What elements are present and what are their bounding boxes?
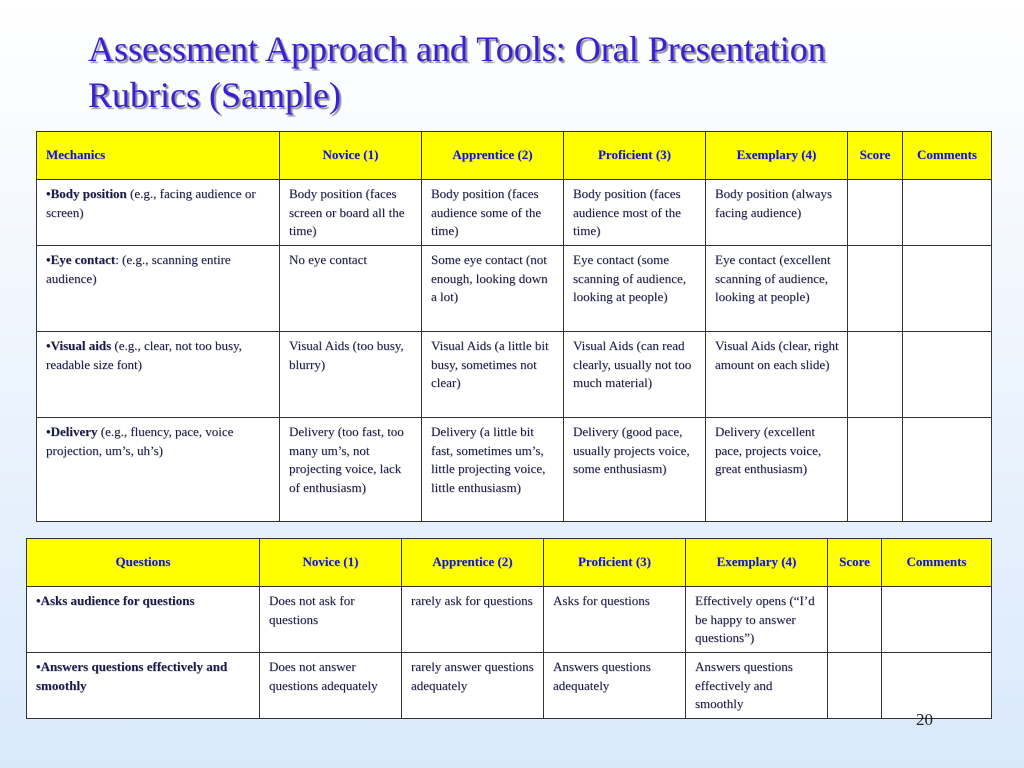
questions-rubric-table: [26, 538, 992, 719]
comments-cell[interactable]: [903, 246, 992, 332]
exemplary-cell: Delivery (excellent pace, projects voice, great enthusiasm): [706, 418, 848, 522]
score-cell[interactable]: [828, 653, 882, 719]
comments-cell[interactable]: [882, 587, 992, 653]
exemplary-cell: Effectively opens (“I’d be happy to answer questions”): [686, 587, 828, 653]
bullet-icon: •: [36, 593, 41, 608]
slide-title: [88, 26, 988, 118]
criterion-note: (e.g., facing audience or screen): [46, 186, 256, 220]
criterion-label: Body position: [50, 186, 127, 201]
proficient-cell: Asks for questions: [544, 587, 686, 653]
table-row: [27, 653, 992, 719]
exemplary-cell: Answers questions effectively and smoothly: [686, 653, 828, 719]
table-header-row: [27, 539, 992, 587]
apprentice-cell: Some eye contact (not enough, looking down a lot): [422, 246, 564, 332]
exemplary-cell: Eye contact (excellent scanning of audience, looking at people): [706, 246, 848, 332]
novice-cell: Visual Aids (too busy, blurry): [280, 332, 422, 418]
score-cell[interactable]: [848, 332, 903, 418]
apprentice-cell: Visual Aids (a little bit busy, sometimes not clear): [422, 332, 564, 418]
bullet-icon: •: [46, 186, 51, 201]
proficient-cell: Answers questions adequately: [544, 653, 686, 719]
header-proficient: Proficient (3): [544, 539, 686, 587]
proficient-cell: Delivery (good pace, usually projects voice, some enthusiasm): [564, 418, 706, 522]
exemplary-cell: Body position (always facing audience): [706, 180, 848, 246]
criterion-note: : (e.g., scanning entire audience): [46, 252, 231, 286]
criterion-cell: [37, 246, 280, 332]
header-novice: Novice (1): [260, 539, 402, 587]
score-cell[interactable]: [828, 587, 882, 653]
page-number: 20: [916, 710, 933, 729]
criterion-label: Eye contact: [50, 252, 116, 267]
header-score: Score: [828, 539, 882, 587]
table-row: [27, 587, 992, 653]
header-comments: Comments: [882, 539, 992, 587]
header-mechanics: Mechanics: [37, 132, 280, 180]
novice-cell: Does not ask for questions: [260, 587, 402, 653]
header-apprentice: Apprentice (2): [422, 132, 564, 180]
apprentice-cell: rarely ask for questions: [402, 587, 544, 653]
header-apprentice: Apprentice (2): [402, 539, 544, 587]
comments-cell[interactable]: [903, 180, 992, 246]
apprentice-cell: Body position (faces audience some of the time): [422, 180, 564, 246]
criterion-cell: [37, 180, 280, 246]
comments-cell[interactable]: [882, 653, 992, 719]
novice-cell: Body position (faces screen or board all the time): [280, 180, 422, 246]
criterion-note: (e.g., clear, not too busy, readable size font): [46, 338, 242, 372]
apprentice-cell: Delivery (a little bit fast, sometimes um’s, little projecting voice, little enthusiasm): [422, 418, 564, 522]
header-score: Score: [848, 132, 903, 180]
table-header-row: [37, 132, 992, 180]
header-questions: Questions: [27, 539, 260, 587]
table-row: [37, 418, 992, 522]
proficient-cell: Visual Aids (can read clearly, usually not too much material): [564, 332, 706, 418]
table-row: [37, 180, 992, 246]
criterion-cell: [37, 418, 280, 522]
header-proficient: Proficient (3): [564, 132, 706, 180]
score-cell[interactable]: [848, 180, 903, 246]
score-cell[interactable]: [848, 418, 903, 522]
bullet-icon: •: [46, 338, 51, 353]
score-cell[interactable]: [848, 246, 903, 332]
criterion-cell: [37, 332, 280, 418]
proficient-cell: Eye contact (some scanning of audience, looking at people): [564, 246, 706, 332]
exemplary-cell: Visual Aids (clear, right amount on each slide): [706, 332, 848, 418]
comments-cell[interactable]: [903, 418, 992, 522]
comments-cell[interactable]: [903, 332, 992, 418]
bullet-icon: •: [46, 252, 51, 267]
criterion-label: Visual aids: [50, 338, 112, 353]
apprentice-cell: rarely answer questions adequately: [402, 653, 544, 719]
criterion-label: Delivery: [50, 424, 98, 439]
novice-cell: No eye contact: [280, 246, 422, 332]
header-novice: Novice (1): [280, 132, 422, 180]
header-exemplary: Exemplary (4): [686, 539, 828, 587]
criterion-label: Answers questions effectively and smoothly: [36, 659, 228, 693]
bullet-icon: •: [46, 424, 51, 439]
table-row: [37, 246, 992, 332]
slide-title-line-1: Assessment Approach and Tools: Oral Presentation: [88, 29, 826, 69]
novice-cell: Delivery (too fast, too many um’s, not projecting voice, lack of enthusiasm): [280, 418, 422, 522]
criterion-label: Asks audience for questions: [40, 593, 195, 608]
slide-title-line-2: Rubrics (Sample): [88, 75, 341, 115]
criterion-note: (e.g., fluency, pace, voice projection, um’s, uh’s): [46, 424, 234, 458]
proficient-cell: Body position (faces audience most of the time): [564, 180, 706, 246]
mechanics-rubric-table: [36, 131, 992, 522]
header-exemplary: Exemplary (4): [706, 132, 848, 180]
novice-cell: Does not answer questions adequately: [260, 653, 402, 719]
table-row: [37, 332, 992, 418]
criterion-cell: [27, 653, 260, 719]
criterion-cell: [27, 587, 260, 653]
header-comments: Comments: [903, 132, 992, 180]
bullet-icon: •: [36, 659, 41, 674]
